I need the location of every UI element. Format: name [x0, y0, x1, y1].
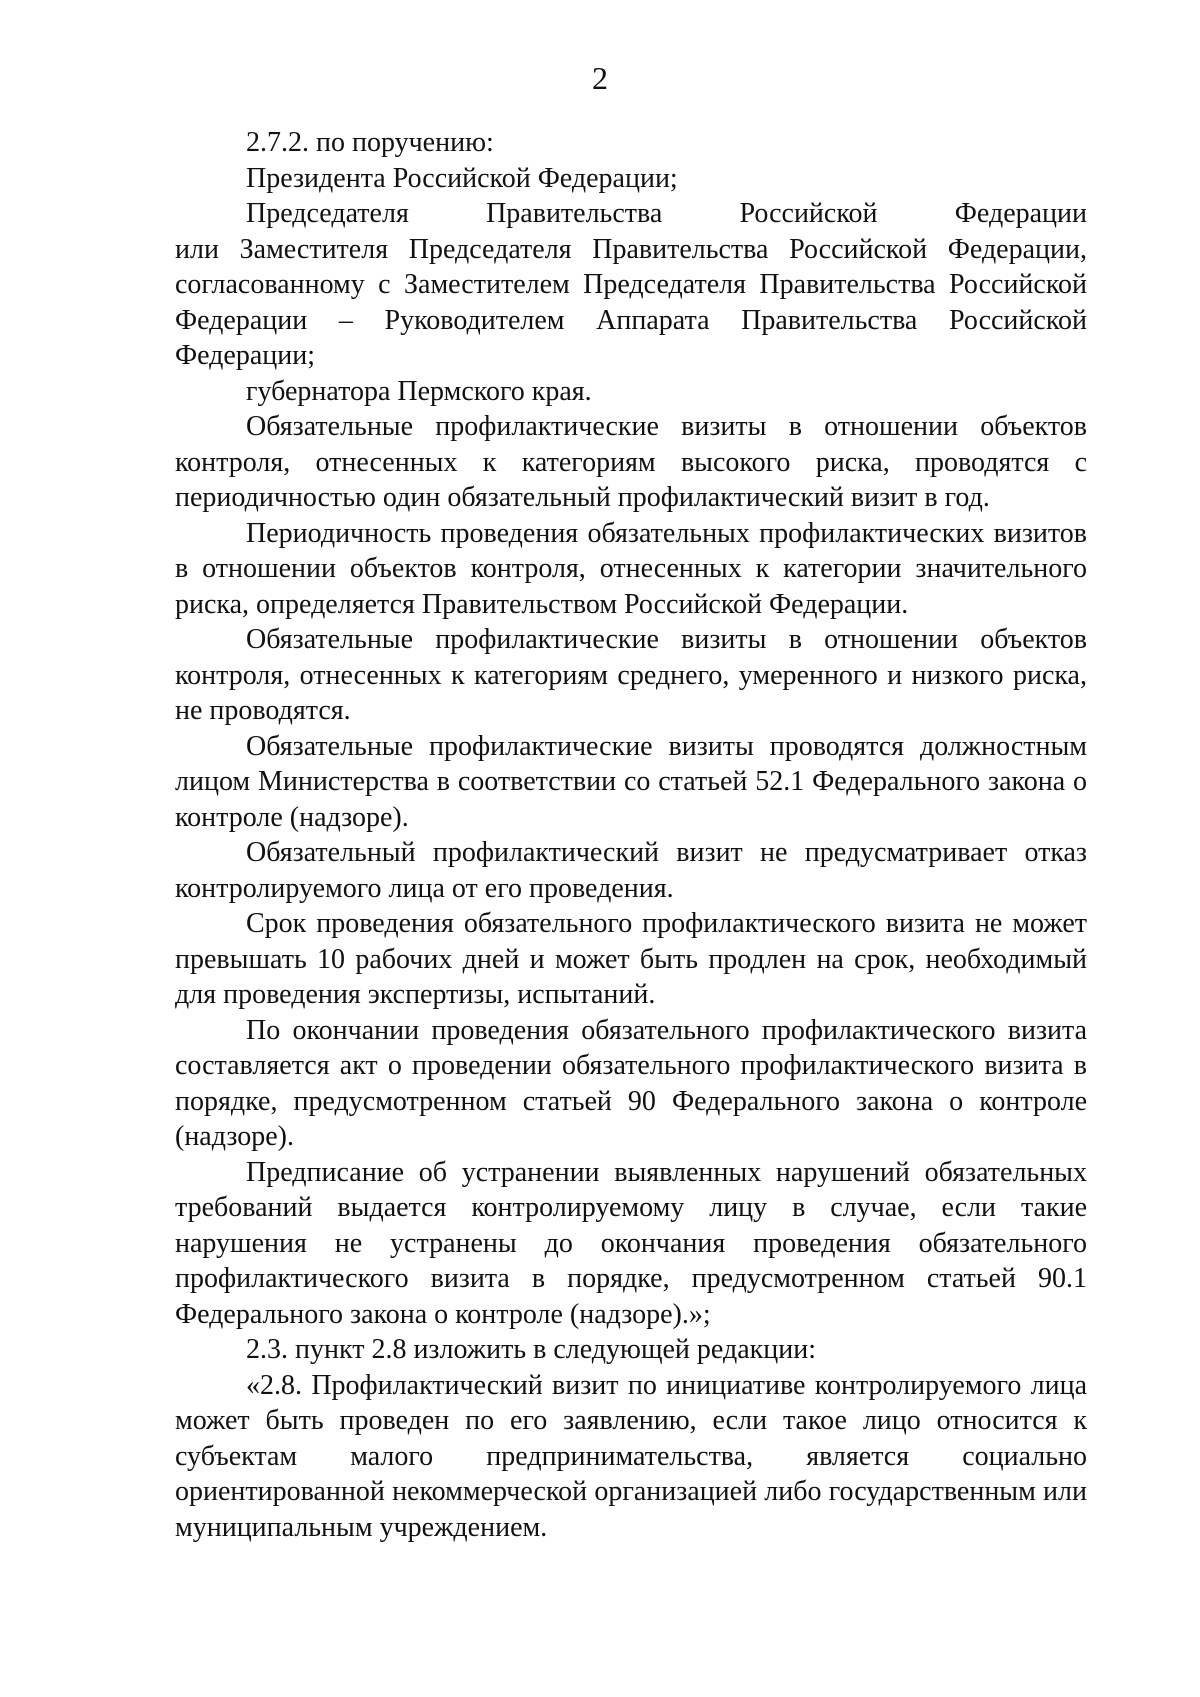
paragraph-president: Президента Российской Федерации; — [246, 162, 678, 194]
paragraph-medium-low-risk: Обязательные профилактические визиты в отношении объектов контроля, отнесенных к категориям среднего, умеренного и низкого риска, не проводятся. — [175, 624, 1087, 726]
paragraph-governor: губернатора Пермского края. — [246, 375, 592, 407]
paragraph-chairman: Председателя Правительства Российской Федерации — [246, 198, 1087, 229]
paragraph-significant-risk-periodicity: Периодичность проведения обязательных профилактических визитов в отношении объектов контроля, отнесенных к категории значительного риска, определяется Правительством Российской Федерации. — [175, 517, 1087, 620]
paragraph-high-risk-visits: Обязательные профилактические визиты в отношении объектов контроля, отнесенных к категориям высокого риска, проводятся с периодичностью один обязательный профилактический визит в год. — [175, 411, 1087, 513]
paragraph-term: Срок проведения обязательного профилактического визита не может превышать 10 рабочих дней и может быть продлен на срок, необходимый для проведения экспертизы, испытаний. — [175, 908, 1087, 1010]
paragraph-official-conducts: Обязательные профилактические визиты проводятся должностным лицом Министерства в соответствии со статьей 52.1 Федерального закона о контроле (надзоре). — [175, 730, 1087, 833]
paragraph-2-3: 2.3. пункт 2.8 изложить в следующей редакции: — [246, 1334, 816, 1365]
paragraph-prescription: Предписание об устранении выявленных нарушений обязательных требований выдается контролируемому лицу в случае, если такие нарушения не устранены до окончания проведения обязательного профилактического визита в порядке, предусмотренном статьей 90.1 Федерального закона о контроле (надзоре).»; — [175, 1156, 1087, 1330]
page-number: 2 — [592, 60, 608, 96]
document-body — [175, 125, 1087, 1545]
paragraph-no-refusal: Обязательный профилактический визит не предусматривает отказ контролируемого лица от его проведения. — [175, 837, 1087, 904]
paragraph-2-8: «2.8. Профилактический визит по инициативе контролируемого лица может быть проведен по его заявлению, если такое лицо относится к субъектам малого предпринимательства, является социально ориентированной некоммерческой организацией либо государственным или муниципальным учреждением. — [175, 1369, 1087, 1543]
paragraph-act: По окончании проведения обязательного профилактического визита составляется акт о проведении обязательного профилактического визита в порядке, предусмотренном статьей 90 Федерального закона о контроле (надзоре). — [175, 1014, 1087, 1152]
paragraph-deputy-chairman: или Заместителя Председателя Правительства Российской Федерации, согласованному с Заместителем Председателя Правительства Российской Федерации – Руководителем Аппарата Правительства Российской Федерации; — [175, 233, 1087, 371]
paragraph-2-7-2: 2.7.2. по поручению: — [246, 127, 494, 158]
